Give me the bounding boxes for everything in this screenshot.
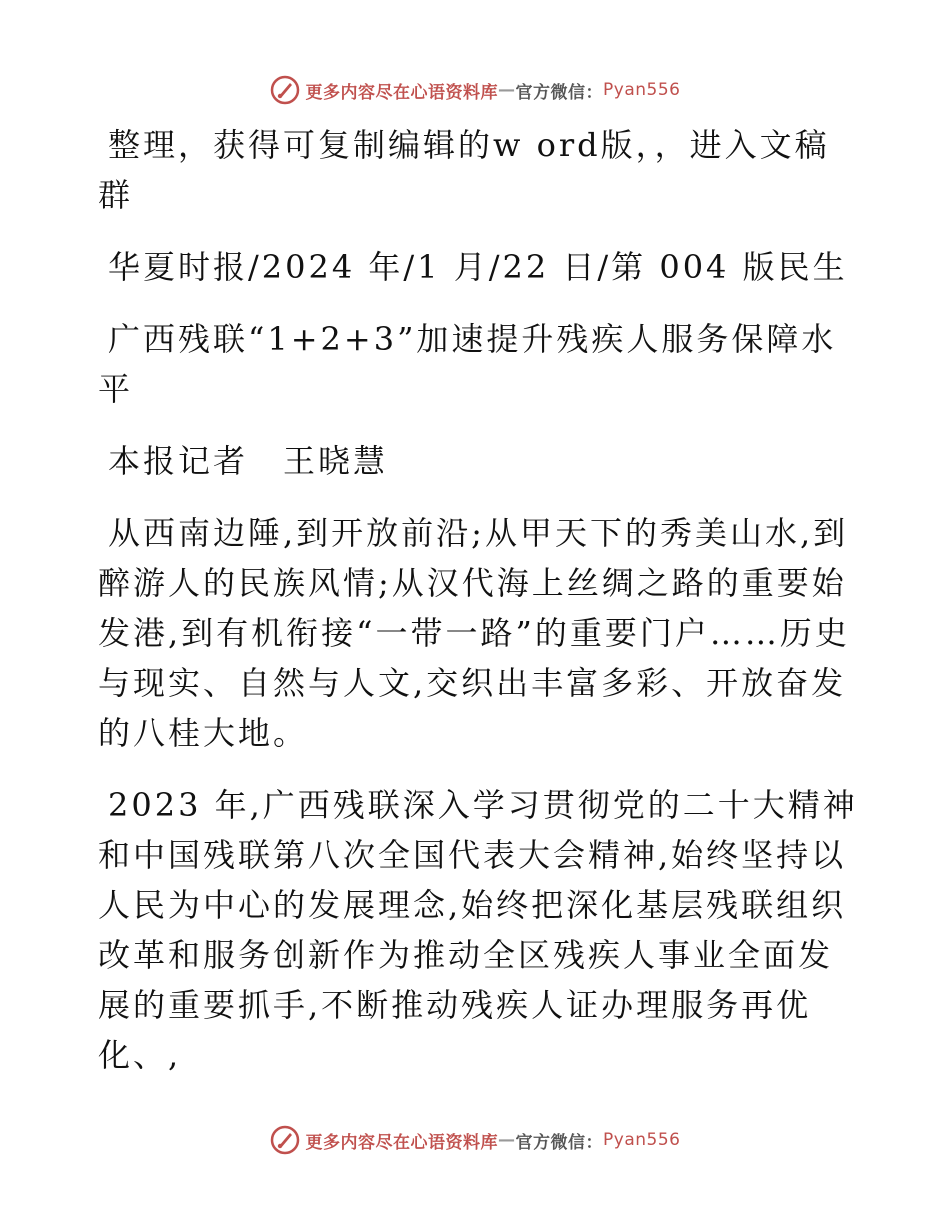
banner-label: 官方微信： <box>515 1132 604 1153</box>
banner-label: 官方微信： <box>515 82 604 103</box>
headline: 广西残联“1+2+3”加速提升残疾人服务保障水平 <box>98 320 837 408</box>
banner-wechat-id: Pyan556 <box>603 80 681 100</box>
byline: 本报记者 王晓慧 <box>108 442 389 480</box>
quill-circle-icon <box>270 1125 300 1155</box>
source-line: 华夏时报/2024 年/1 月/22 日/第 004 版民生 <box>108 248 848 286</box>
banner-main-text: 更多内容尽在心语资料库 <box>305 82 499 103</box>
banner-separator: — <box>498 1130 516 1150</box>
document-body <box>98 120 858 1080</box>
banner-separator: — <box>498 80 516 100</box>
footer-watermark-banner <box>0 1120 950 1160</box>
header-watermark-banner <box>0 70 950 110</box>
body-paragraph-1: 从西南边陲,到开放前沿;从甲天下的秀美山水,到醉游人的民族风情;从汉代海上丝绸之路的重要始发港,到有机衔接“一带一路”的重要门户……历史与现实、自然与人文,交织出丰富多彩、开放奋发的八桂大地。 <box>98 514 850 752</box>
intro-text: 整理，获得可复制编辑的w ord版，，进入文稿群 <box>98 126 830 214</box>
quill-circle-icon <box>270 75 300 105</box>
banner-main-text: 更多内容尽在心语资料库 <box>305 1132 499 1153</box>
body-paragraph-2: 2023 年,广西残联深入学习贯彻党的二十大精神和中国残联第八次全国代表大会精神,始终坚持以人民为中心的发展理念,始终把深化基层残联组织改革和服务创新作为推动全区残疾人事业全面发展的重要抓手,不断推动残疾人证办理服务再优化、, <box>98 786 858 1074</box>
banner-wechat-id: Pyan556 <box>603 1130 681 1150</box>
